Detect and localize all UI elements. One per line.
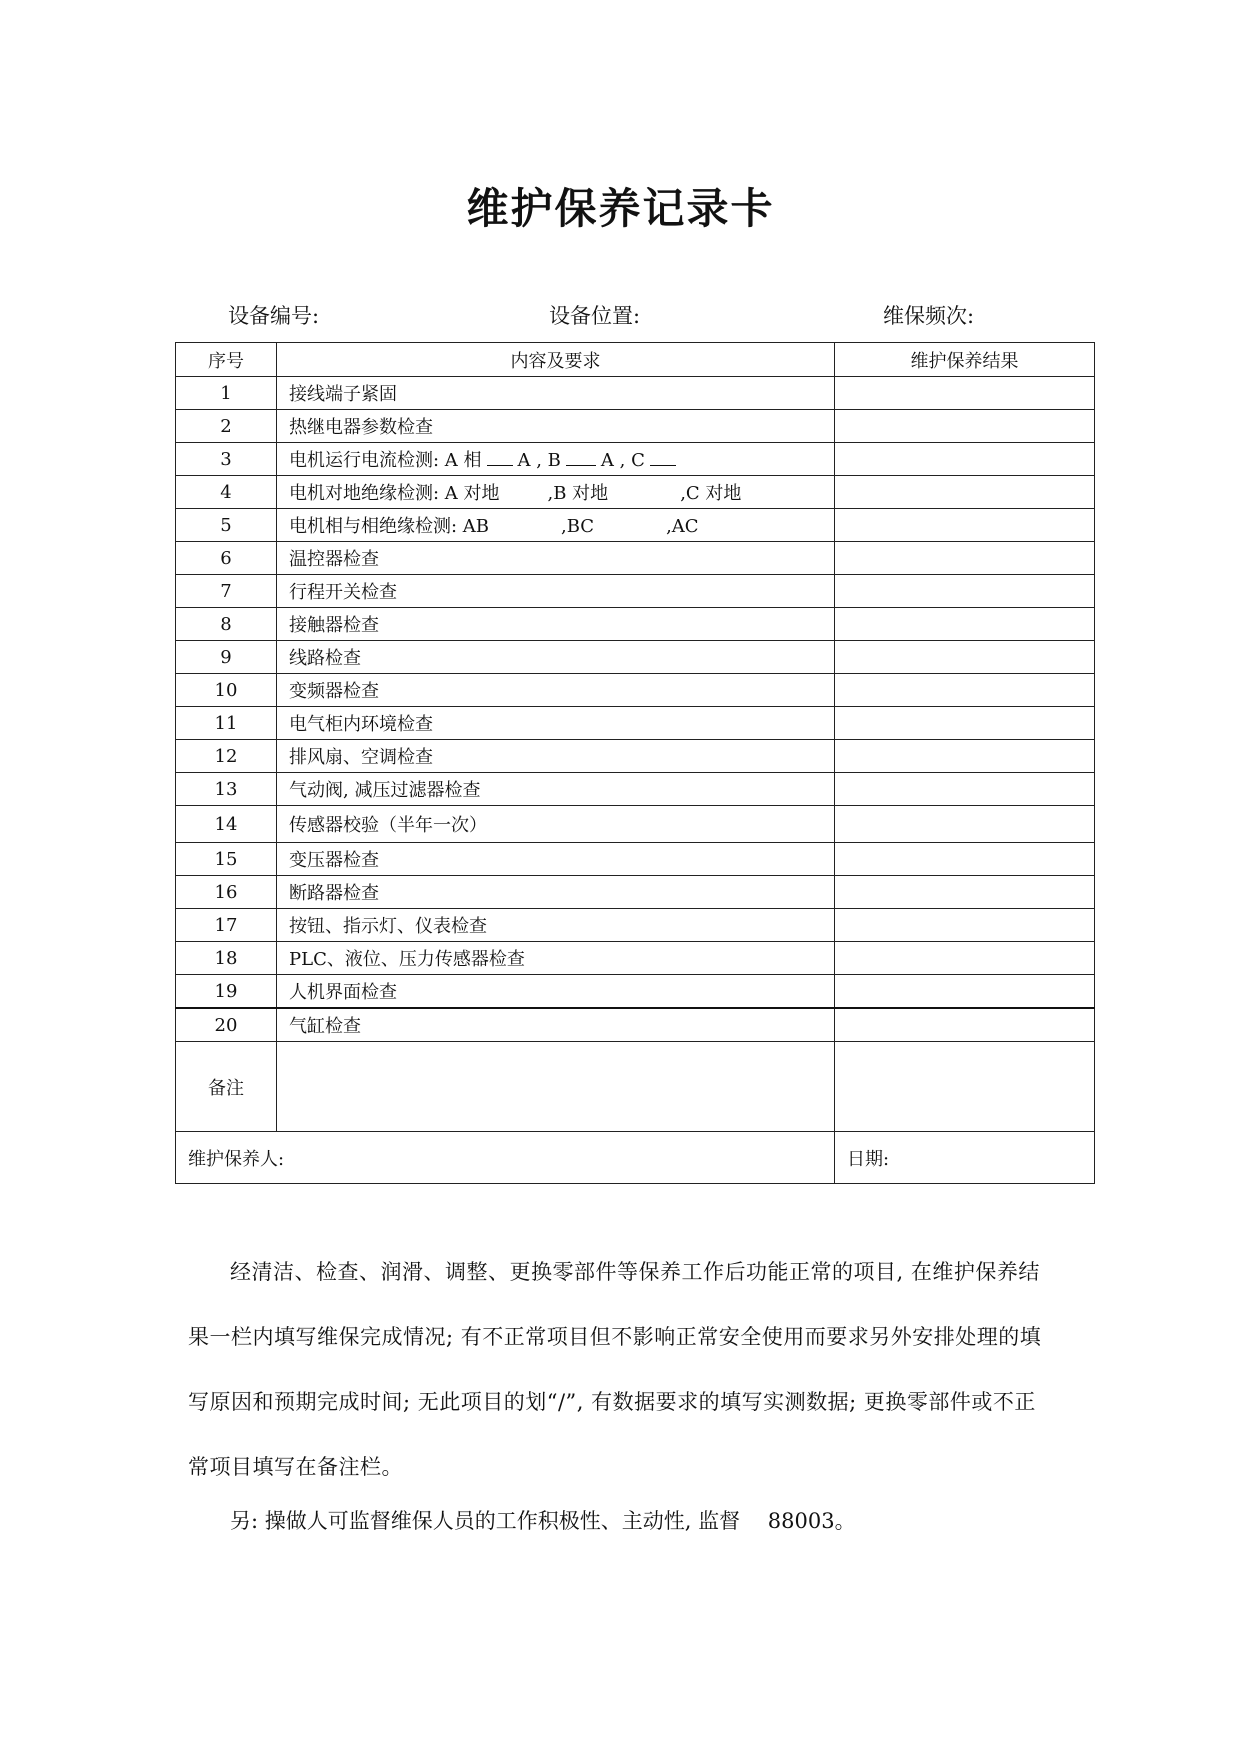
row-content: PLC、液位、压力传感器检查 [277,942,835,975]
row-content [277,443,835,476]
row-number: 5 [176,509,277,542]
maintainer-field[interactable] [176,1132,835,1184]
row-number: 20 [176,1008,277,1042]
result-cell[interactable] [835,377,1095,410]
row-content: 热继电器参数检查 [277,410,835,443]
remarks-result-field[interactable] [835,1042,1095,1132]
row-content [277,509,835,542]
signature-row [176,1132,1095,1184]
table-row [176,476,1095,509]
row-content [277,476,835,509]
row-number: 19 [176,975,277,1009]
row-number: 10 [176,674,277,707]
phase-insulation-ab-label: 电机相与相绝缘检测: AB [289,516,490,537]
row-content: 温控器检查 [277,542,835,575]
result-cell[interactable] [835,542,1095,575]
table-row [176,542,1095,575]
table-row [176,806,1095,843]
row-content: 传感器校验（半年一次） [277,806,835,843]
maintenance-table [175,342,1095,1184]
row-content: 气缸检查 [277,1008,835,1042]
result-cell[interactable] [835,641,1095,674]
date-field[interactable] [835,1132,1095,1184]
row-number: 14 [176,806,277,843]
result-cell[interactable] [835,608,1095,641]
instructions-paragraph: 经清洁、检查、润滑、调整、更换零部件等保养工作后功能正常的项目, 在维护保养结果一栏内填写维保完成情况; 有不正常项目但不影响正常安全使用而要求另外安排处理的填写原因和预期完成时间; 无此项目的划“/”, 有数据要求的填写实测数据; 更换零部件或不正常项目填写在备注栏。 [188,1260,1042,1479]
row-number: 7 [176,575,277,608]
supervision-note: 另: 操做人可监督维保人员的工作积极性、主动性, 监督 88003。 [230,1509,856,1533]
row-number: 3 [176,443,277,476]
row-content: 按钮、指示灯、仪表检查 [277,909,835,942]
row-content: 行程开关检查 [277,575,835,608]
result-cell[interactable] [835,575,1095,608]
row-number: 17 [176,909,277,942]
result-cell[interactable] [835,509,1095,542]
equipment-location-label: 设备位置: [549,304,641,328]
table-row [176,1008,1095,1042]
table-row [176,773,1095,806]
row-number: 2 [176,410,277,443]
row-number: 15 [176,843,277,876]
current-phase-b-label: A , B [517,450,561,471]
table-row [176,674,1095,707]
header-result: 维护保养结果 [835,343,1095,377]
row-number: 12 [176,740,277,773]
table-row [176,377,1095,410]
result-cell[interactable] [835,674,1095,707]
table-row [176,942,1095,975]
table-row [176,575,1095,608]
header-no: 序号 [176,343,277,377]
row-content: 变频器检查 [277,674,835,707]
row-content: 断路器检查 [277,876,835,909]
insulation-b-label: ,B 对地 [547,483,609,504]
result-cell[interactable] [835,876,1095,909]
row-number: 11 [176,707,277,740]
result-cell[interactable] [835,773,1095,806]
row-number: 18 [176,942,277,975]
phase-insulation-ac-label: ,AC [666,516,699,537]
row-content: 气动阀, 减压过滤器检查 [277,773,835,806]
row-number: 16 [176,876,277,909]
page-title: 维护保养记录卡 [466,184,775,233]
current-phase-c-label: A , C [600,450,645,471]
result-cell[interactable] [835,443,1095,476]
result-cell[interactable] [835,1008,1095,1042]
table-row [176,410,1095,443]
result-cell[interactable] [835,806,1095,843]
maintenance-frequency-label: 维保频次: [883,304,975,328]
current-phase-a-label: 电机运行电流检测: A 相 [289,450,482,471]
table-row [176,641,1095,674]
table-row [176,443,1095,476]
result-cell[interactable] [835,740,1095,773]
result-cell[interactable] [835,476,1095,509]
table-row [176,608,1095,641]
equipment-number-label: 设备编号: [228,304,320,328]
table-row [176,975,1095,1009]
current-a-blank[interactable] [487,451,513,466]
insulation-c-label: ,C 对地 [680,483,742,504]
row-number: 8 [176,608,277,641]
row-content: 变压器检查 [277,843,835,876]
table-row [176,707,1095,740]
row-content: 线路检查 [277,641,835,674]
row-content: 人机界面检查 [277,975,835,1009]
row-content: 接触器检查 [277,608,835,641]
table-row [176,843,1095,876]
table-header-row [176,343,1095,377]
phase-insulation-bc-label: ,BC [561,516,595,537]
result-cell[interactable] [835,843,1095,876]
row-number: 9 [176,641,277,674]
result-cell[interactable] [835,942,1095,975]
row-number: 1 [176,377,277,410]
remarks-row [176,1042,1095,1132]
row-number: 13 [176,773,277,806]
current-b-blank[interactable] [566,451,596,466]
header-content: 内容及要求 [277,343,835,377]
result-cell[interactable] [835,975,1095,1009]
row-content: 电气柜内环境检查 [277,707,835,740]
row-content: 排风扇、空调检查 [277,740,835,773]
insulation-a-label: 电机对地绝缘检测: A 对地 [289,483,500,504]
result-cell[interactable] [835,909,1095,942]
result-cell[interactable] [835,707,1095,740]
row-content: 接线端子紧固 [277,377,835,410]
result-cell[interactable] [835,410,1095,443]
table-row [176,509,1095,542]
row-number: 6 [176,542,277,575]
current-c-blank[interactable] [650,451,676,466]
date-label: 日期: [847,1148,890,1170]
table-row [176,740,1095,773]
table-row [176,909,1095,942]
row-number: 4 [176,476,277,509]
maintainer-label: 维护保养人: [188,1148,285,1170]
remarks-field[interactable] [277,1042,835,1132]
table-row [176,876,1095,909]
remarks-label: 备注 [176,1042,277,1132]
